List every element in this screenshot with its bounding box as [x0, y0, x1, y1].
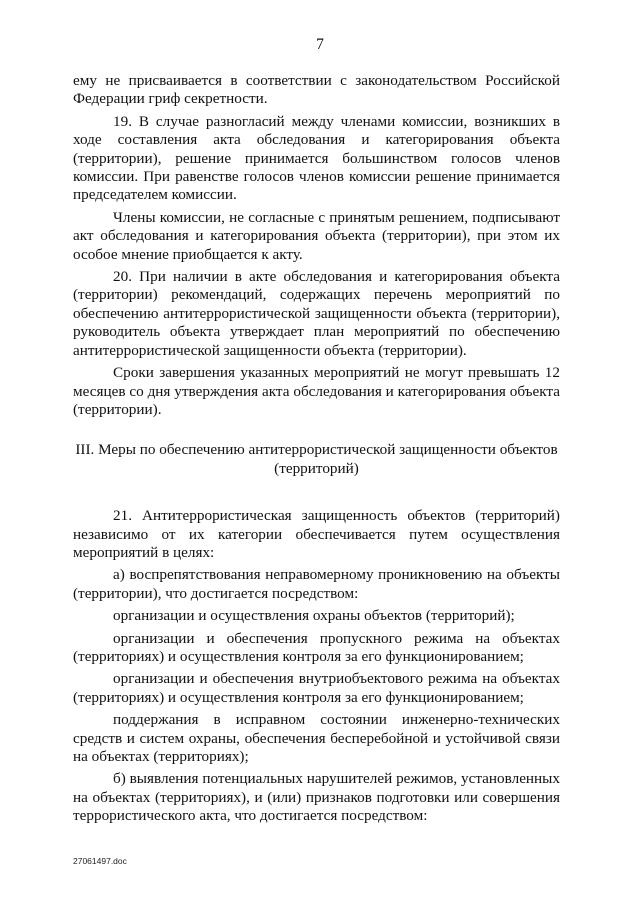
paragraph-internal-regime: организации и обеспечения внутриобъектового режима на объектах (территориях) и осуществления контроля за его функционированием;: [73, 670, 560, 706]
paragraph-item-21: 21. Антитеррористическая защищенность объектов (территорий) независимо от их категории обеспечивается путем осуществления мероприятий в целях:: [73, 507, 560, 561]
paragraph-item-20: 20. При наличии в акте обследования и категорирования объекта (территории) рекомендаций, содержащих перечень мероприятий по обеспечению антитеррористической защищенности объекта (территории), руководитель объекта утверждает план мероприятий по обеспечению антитеррористической защищенности объекта (территории).: [73, 268, 560, 359]
footer-filename: 27061497.doc: [73, 856, 127, 866]
document-body: [73, 72, 560, 830]
section-heading-line1: III. Меры по обеспечению антитеррористической защищенности объектов: [75, 441, 558, 459]
paragraph-dissenting-members: Члены комиссии, не согласные с принятым решением, подписывают акт обследования и категорирования объекта (территории), при этом их особое мнение приобщается к акту.: [73, 208, 560, 263]
paragraph-access-control: организации и обеспечения пропускного режима на объектах (территориях) и осуществления контроля за его функционированием;: [73, 629, 560, 665]
paragraph-technical-means: поддержания в исправном состоянии инженерно-технических средств и систем охраны, обеспечения бесперебойной и устойчивой связи на объектах (территориях);: [73, 711, 560, 765]
paragraph-continuation: ему не присваивается в соответствии с законодательством Российской Федерации гриф секретности.: [73, 72, 560, 108]
paragraph-subitem-b: б) выявления потенциальных нарушителей режимов, установленных на объектах (территориях), и (или) признаков подготовки или совершения террористического акта, что достигается посредством:: [73, 770, 560, 825]
paragraph-guarding: организации и осуществления охраны объектов (территорий);: [113, 607, 515, 625]
section-heading: [73, 441, 560, 478]
section-heading-line2: (территорий): [274, 459, 359, 477]
paragraph-item-19: 19. В случае разногласий между членами комиссии, возникших в ходе составления акта обследования и категорирования объекта (территории), решение принимается большинством голосов членов комиссии. При равенстве голосов членов комиссии решение принимается председателем комиссии.: [73, 112, 560, 204]
paragraph-deadlines: Сроки завершения указанных мероприятий не могут превышать 12 месяцев со дня утверждения акта обследования и категорирования объекта (территории).: [73, 364, 560, 418]
paragraph-subitem-a: а) воспрепятствования неправомерному проникновению на объекты (территории), что достигается посредством:: [73, 566, 560, 602]
page-number: 7: [316, 36, 324, 53]
